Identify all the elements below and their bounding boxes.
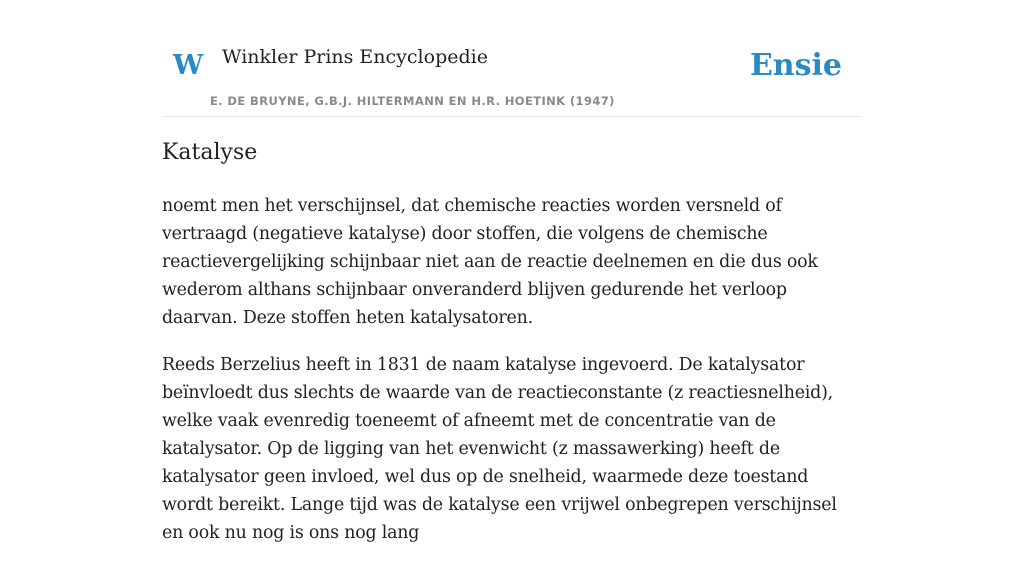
article-body [162,192,862,566]
article-paragraph: noemt men het verschijnsel, dat chemische reacties worden versneld of vertraagd (negatieve katalyse) door stoffen, die volgens de chemische reactievergelijking schijnbaar niet aan de reactie deelnemen en die dus ook wederom althans schijnbaar onveranderd blijven gedurende het verloop daarvan. Deze stoffen heten katalysatoren. [162,196,818,328]
brand-logo[interactable]: Ensie [749,48,842,83]
source-header [162,0,862,117]
source-authors: E. DE BRUYNE, G.B.J. HILTERMANN EN H.R. HOETINK (1947) [210,94,615,108]
source-title[interactable]: Winkler Prins Encyclopedie [222,46,488,68]
article-title: Katalyse [162,140,258,165]
article-paragraph: Reeds Berzelius heeft in 1831 de naam katalyse ingevoerd. De katalysator beïnvloedt dus slechts de waarde van de reactieconstante (z reactiesnelheid), welke vaak evenredig toeneemt of afneemt met de concentratie van de katalysator. Op de ligging van het evenwicht (z massawerking) heeft de katalysator geen invloed, wel dus op de snelheid, waarmede deze toestand wordt bereikt. Lange tijd was de katalyse een vrijwel onbegrepen verschijnsel en ook nu nog is ons nog lang [162,355,837,543]
source-logo-w[interactable]: W [173,50,204,81]
